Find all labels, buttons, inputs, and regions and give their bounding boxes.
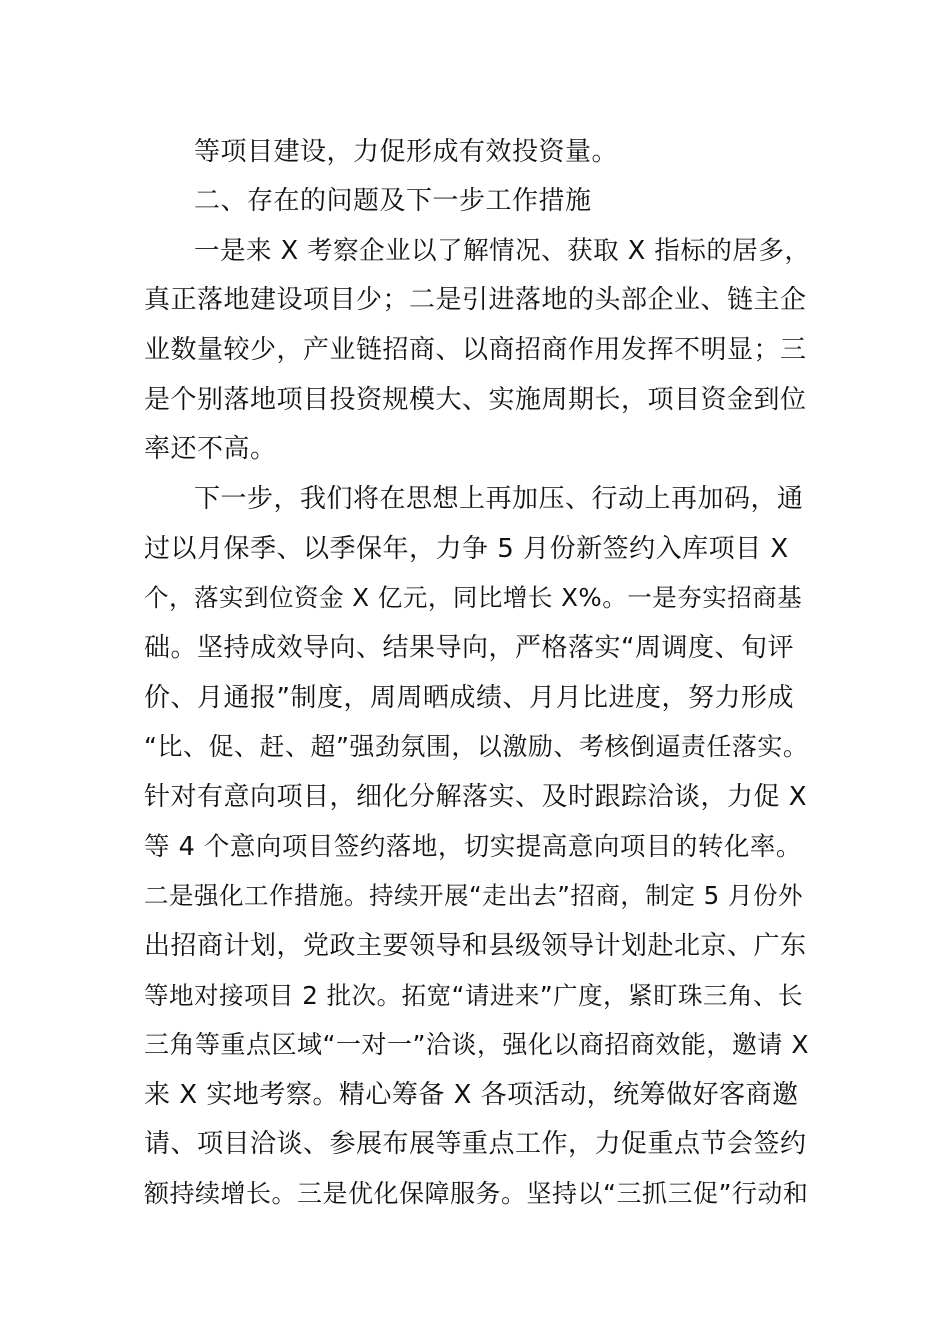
text-line: 是个别落地项目投资规模大、实施周期长，项目资金到位 <box>144 385 807 415</box>
text-line: 率还不高。 <box>144 434 277 464</box>
text-line: “比、促、赶、超”强劲氛围，以激励、考核倒逼责任落实。 <box>144 732 809 761</box>
text-line: 价、月通报”制度，周周晒成绩、月月比进度，努力形成 <box>144 683 794 713</box>
text-line: 请、项目洽谈、参展布展等重点工作，力促重点节会签约 <box>144 1129 807 1159</box>
text-line: 等 4 个意向项目签约落地，切实提高意向项目的转化率。 <box>144 832 802 862</box>
text-line: 来 X 实地考察。精心筹备 X 各项活动，统筹做好客商邀 <box>144 1080 799 1110</box>
text-line: 三角等重点区域“一对一”洽谈，强化以商招商效能，邀请 X <box>144 1030 809 1059</box>
text-line: 一是来 X 考察企业以了解情况、获取 X 指标的居多， <box>194 236 811 266</box>
text-line: 过以月保季、以季保年，力争 5 月份新签约入库项目 X <box>144 534 789 564</box>
text-line: 额持续增长。三是优化保障服务。坚持以“三抓三促”行动和 <box>144 1179 809 1208</box>
text-line: 二是强化工作措施。持续开展“走出去”招商，制定 5 月份外 <box>144 881 804 910</box>
section-heading: 二、存在的问题及下一步工作措施 <box>194 186 592 216</box>
text-line: 针对有意向项目，细化分解落实、及时跟踪洽谈，力促 X <box>144 782 808 812</box>
text-line: 础。坚持成效导向、结果导向，严格落实“周调度、旬评 <box>144 633 794 663</box>
text-line: 真正落地建设项目少；二是引进落地的头部企业、链主企 <box>144 285 807 315</box>
text-line: 下一步，我们将在思想上再加压、行动上再加码，通 <box>194 484 804 514</box>
text-line: 等项目建设，力促形成有效投资量。 <box>194 137 619 167</box>
text-line: 等地对接项目 2 批次。拓宽“请进来”广度，紧盯珠三角、长 <box>144 981 804 1010</box>
text-line: 个，落实到位资金 X 亿元，同比增长 X%。一是夯实招商基 <box>144 583 803 612</box>
text-line: 出招商计划，党政主要领导和县级领导计划赴北京、广东 <box>144 931 807 961</box>
text-line: 业数量较少，产业链招商、以商招商作用发挥不明显；三 <box>144 335 807 365</box>
